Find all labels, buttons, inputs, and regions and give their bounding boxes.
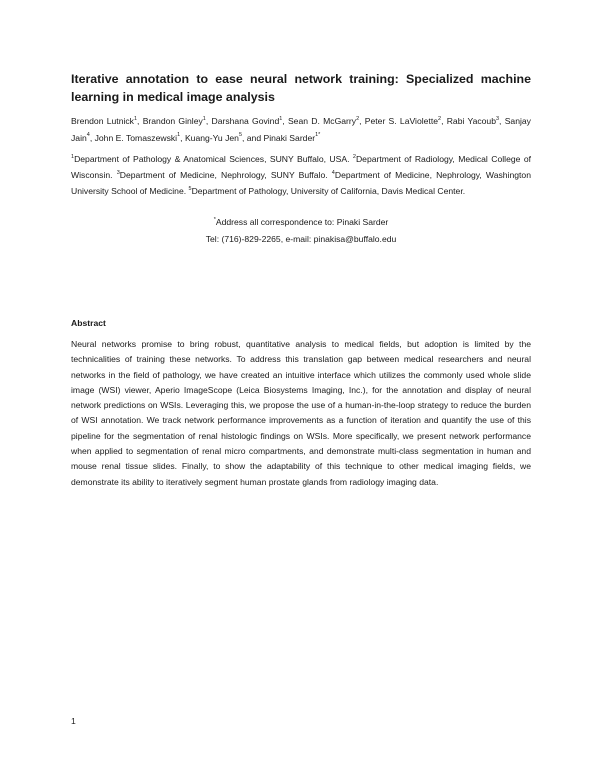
author-affil-mark: 2 <box>356 115 360 122</box>
author-name: Brendon Lutnick <box>71 116 134 126</box>
author-entry <box>365 116 447 126</box>
correspondence-name: Address all correspondence to: Pinaki Sarder <box>215 217 389 227</box>
author-separator: , <box>205 116 212 126</box>
affiliation-mark: 1 <box>71 153 75 160</box>
author-name: Brandon Ginley <box>142 116 203 126</box>
author-affil-mark: 4 <box>86 132 90 139</box>
author-affil-mark: 1 <box>202 115 206 122</box>
affiliation-mark: 2 <box>352 153 356 160</box>
author-name: Peter S. LaViolette <box>364 116 438 126</box>
author-name: Sanjay Jain <box>71 116 531 143</box>
author-entry <box>288 116 365 126</box>
correspondence-block <box>71 214 531 247</box>
author-affil-mark: 1 <box>279 115 283 122</box>
affiliation-text: Department of Radiology, Medical College of Wisconsin. <box>71 154 531 181</box>
affiliation-list <box>71 151 531 200</box>
author-name: Kuang-Yu Jen <box>184 132 239 143</box>
correspondence-line <box>71 214 531 231</box>
affiliation-text: Department of Pathology, University of California, Davis Medical Center. <box>191 186 466 197</box>
author-entry <box>212 116 288 126</box>
author-separator: , <box>499 116 505 126</box>
author-entry <box>447 116 505 126</box>
author-affil-mark: 1 <box>133 115 138 122</box>
author-entry <box>264 133 321 143</box>
author-list <box>71 113 531 146</box>
author-separator: , <box>89 132 95 143</box>
author-affil-mark: 2 <box>438 115 442 122</box>
author-entry <box>185 133 264 143</box>
author-name: Pinaki Sarder <box>263 132 316 143</box>
author-affil-mark: 1 <box>177 132 181 139</box>
affiliation-mark: 4 <box>331 169 335 176</box>
author-affil-mark: 5 <box>238 132 242 139</box>
author-affil-mark: 1* <box>315 132 321 139</box>
page-number: 1 <box>71 716 76 726</box>
author-separator: , <box>282 116 288 126</box>
affiliation-mark: 5 <box>188 186 192 193</box>
author-name: Darshana Govind <box>211 116 280 126</box>
author-entry <box>143 116 212 126</box>
author-name: John E. Tomaszewski <box>94 132 178 143</box>
author-entry <box>95 133 185 143</box>
author-name: Sean D. McGarry <box>287 116 357 126</box>
abstract-text: Neural networks promise to bring robust, quantitative analysis to medical fields, but adoption is limited by the technicalities of training these networks. To address this translation gap between medical researchers and neural networks in the field of pathology, we have created an intuitive interface which utilizes the commonly used whole slide image (WSI) viewer, Aperio ImageScope (Leica Biosystems Imaging, Inc.), for the annotation and display of neural network predictions on WSIs. Leveraging this, we propose the use of a human-in-the-loop strategy to reduce the burden of WSI annotation. We track network performance improvements as a function of iteration and quantify the use of this pipeline for the segmentation of renal histologic findings on WSIs. More specifically, we present network performance when applied to segmentation of renal micro compartments, and demonstrate multi-class segmentation in human and mouse renal tissue slides. Finally, to show the adaptability of this technique to other medical imaging fields, we demonstrate its ability to iteratively segment human prostate glands from radiology imaging data. <box>71 339 531 487</box>
contact-line: Tel: (716)-829-2265, e-mail: pinakisa@buffalo.edu <box>205 233 397 244</box>
author-name: Rabi Yacoub <box>446 116 496 126</box>
author-entry <box>71 116 143 126</box>
affiliation-text: Department of Medicine, Nephrology, SUNY Buffalo. <box>119 170 332 181</box>
author-separator: , <box>137 116 143 126</box>
correspondence-mark: * <box>213 216 216 223</box>
author-separator: , <box>180 132 185 143</box>
affiliation-text: Department of Pathology & Anatomical Sciences, SUNY Buffalo, USA. <box>74 154 353 164</box>
paper-title: Iterative annotation to ease neural network training: Specialized machine learning in medical image analysis <box>71 72 531 104</box>
author-separator: , <box>359 116 365 126</box>
author-affil-mark: 3 <box>495 115 500 122</box>
author-separator: , and <box>242 132 264 143</box>
affiliation-mark: 3 <box>116 169 120 176</box>
abstract-heading: Abstract <box>71 318 106 328</box>
author-separator: , <box>441 116 447 126</box>
affiliation-text: Department of Medicine, Nephrology, Washington University School of Medicine. <box>71 170 531 197</box>
